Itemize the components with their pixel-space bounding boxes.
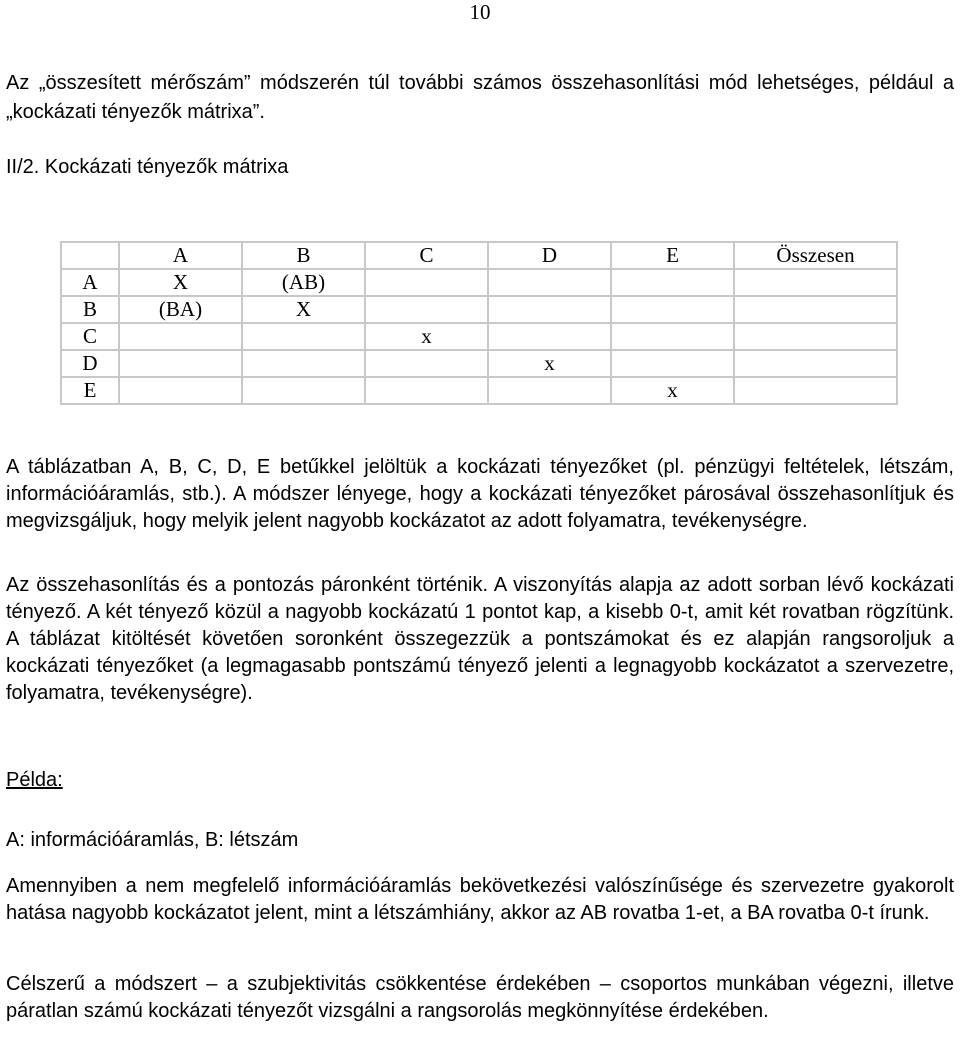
description-paragraph-2: Az összehasonlítás és a pontozás páronként történik. A viszonyítás alapja az adott sorban lévő kockázati tényező. A két tényező közül a nagyobb kockázatú 1 pontot kap, a kisebb 0-t, amit két rovatban rögzítünk. A táblázat kitöltését követően soronként összegezzük a pontszámokat és ez alapján rangsoroljuk a kockázati tényezőket (a legmagasabb pontszámú tényező jelenti a legnagyobb kockázatot a szervezetre, folyamatra, tevékenységre). — [6, 574, 954, 704]
matrix-header-cell: A — [119, 242, 242, 269]
example-definition: A: információáramlás, B: létszám — [6, 829, 299, 851]
matrix-cell — [488, 377, 611, 404]
matrix-row-label: E — [61, 377, 119, 404]
matrix-row — [61, 377, 897, 404]
matrix-cell — [119, 377, 242, 404]
matrix-cell — [488, 269, 611, 296]
page-number: 10 — [469, 0, 491, 24]
matrix-cell — [119, 350, 242, 377]
closing-paragraph: Célszerű a módszert – a szubjektivitás csökkentése érdekében – csoportos munkában végezni, illetve páratlan számú kockázati tényezőt vizsgálni a rangsorolás megkönnyítése érdekében. — [6, 973, 954, 1022]
description-paragraph-1: A táblázatban A, B, C, D, E betűkkel jelöltük a kockázati tényezőket (pl. pénzügyi feltételek, létszám, információáramlás, stb.). A módszer lényege, hogy a kockázati tényezőket párosával összehasonlítjuk és megvizsgáljuk, hogy melyik jelent nagyobb kockázatot az adott folyamatra, tevékenységre. — [6, 456, 954, 532]
matrix-cell: (AB) — [242, 269, 365, 296]
matrix-row-label: A — [61, 269, 119, 296]
matrix-cell — [611, 323, 734, 350]
matrix-header-row — [61, 242, 897, 269]
matrix-cell — [242, 323, 365, 350]
matrix-row-label: B — [61, 296, 119, 323]
matrix-header-cell: D — [488, 242, 611, 269]
example-label: Példa: — [6, 769, 63, 791]
matrix-header-cell: E — [611, 242, 734, 269]
intro-paragraph: Az „összesített mérőszám” módszerén túl további számos összehasonlítási mód lehetséges, például a „kockázati tényezők mátrixa”. — [6, 72, 954, 123]
matrix-cell — [488, 296, 611, 323]
matrix-cell — [488, 323, 611, 350]
matrix-cell — [242, 377, 365, 404]
matrix-cell — [611, 350, 734, 377]
matrix-header-cell: Összesen — [734, 242, 897, 269]
matrix-cell — [734, 377, 897, 404]
matrix-cell — [611, 269, 734, 296]
matrix-cell: x — [365, 323, 488, 350]
matrix-body — [61, 242, 897, 404]
matrix-row — [61, 323, 897, 350]
risk-factor-matrix — [60, 241, 898, 405]
example-paragraph: Amennyiben a nem megfelelő információáramlás bekövetkezési valószínűsége és szervezetre gyakorolt hatása nagyobb kockázatot jelent, mint a létszámhiány, akkor az AB rovatba 1-et, a BA rovatba 0-t írunk. — [6, 875, 954, 924]
matrix-cell — [734, 296, 897, 323]
matrix-header-cell — [61, 242, 119, 269]
matrix-row — [61, 269, 897, 296]
matrix-cell — [611, 296, 734, 323]
matrix-header-cell: B — [242, 242, 365, 269]
matrix-cell — [365, 269, 488, 296]
matrix-row — [61, 296, 897, 323]
matrix-cell: x — [611, 377, 734, 404]
matrix-cell: x — [488, 350, 611, 377]
matrix-cell — [734, 323, 897, 350]
matrix-row-label: C — [61, 323, 119, 350]
matrix-cell — [734, 350, 897, 377]
matrix-cell — [119, 323, 242, 350]
matrix-cell — [365, 350, 488, 377]
section-heading: II/2. Kockázati tényezők mátrixa — [6, 156, 289, 178]
matrix-cell — [365, 296, 488, 323]
matrix-row — [61, 350, 897, 377]
matrix-cell — [242, 350, 365, 377]
matrix-cell — [365, 377, 488, 404]
matrix-cell: X — [119, 269, 242, 296]
matrix-header-cell: C — [365, 242, 488, 269]
matrix-cell: (BA) — [119, 296, 242, 323]
matrix-cell: X — [242, 296, 365, 323]
matrix-cell — [734, 269, 897, 296]
matrix-row-label: D — [61, 350, 119, 377]
